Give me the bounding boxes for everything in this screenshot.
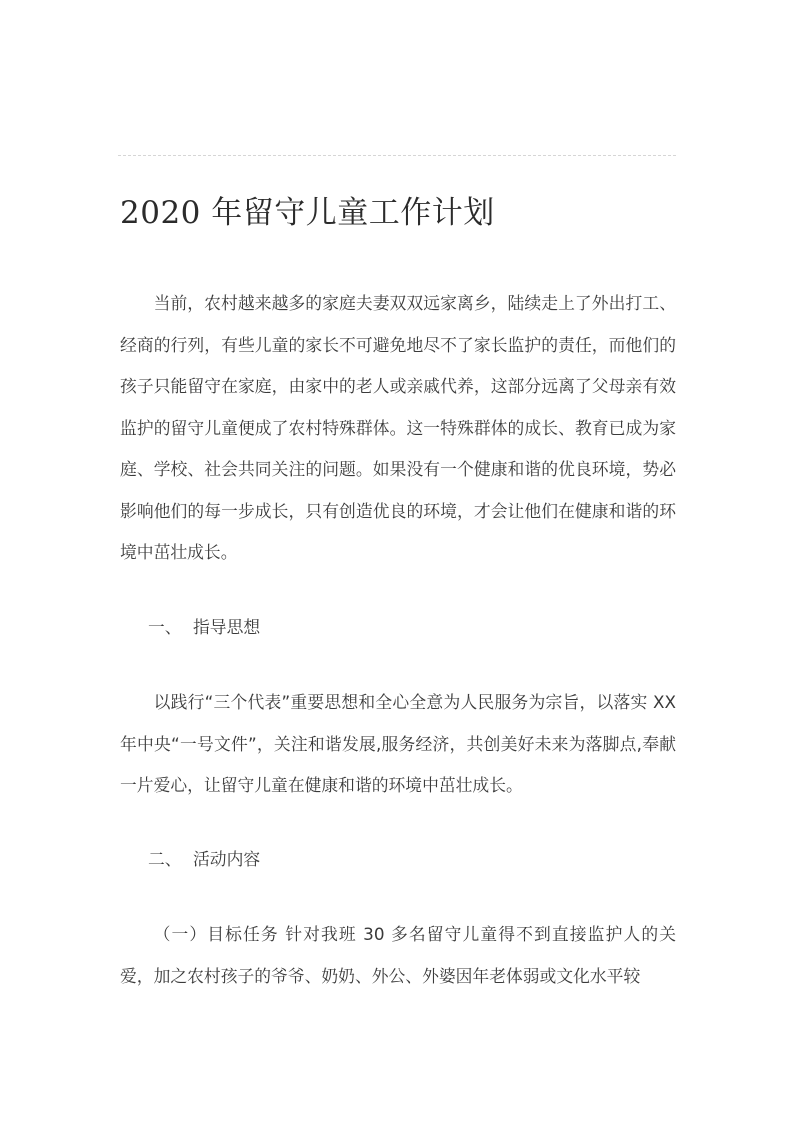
guiding-ideology-paragraph: 以践行“三个代表”重要思想和全心全意为人民服务为宗旨，以落实 XX 年中央“一号文件”，关注和谐发展,服务经济，共创美好未来为落脚点,奉献一片爱心，让留守儿童在健康和谐的环境中茁壮成长。 [120,692,676,795]
section-heading-text: 活动内容 [193,849,261,869]
section-heading-text: 指导思想 [193,617,261,637]
activity-content-paragraph: （一）目标任务 针对我班 30 多名留守儿童得不到直接监护人的关爱，加之农村孩子的爷爷、奶奶、外公、外婆因年老体弱或文化水平较 [120,924,676,986]
top-divider [118,155,676,156]
section-number: 二、 [148,849,182,869]
section-heading-guiding-ideology [148,613,260,641]
document-title: 2020 年留守儿童工作计划 [120,195,495,231]
intro-paragraph: 当前，农村越来越多的家庭夫妻双双远家离乡，陆续走上了外出打工、经商的行列，有些儿童的家长不可避免地尽不了家长监护的责任，而他们的孩子只能留守在家庭，由家中的老人或亲戚代养，这部分远离了父母亲有效监护的留守儿童便成了农村特殊群体。这一特殊群体的成长、教育已成为家庭、学校、社会共同关注的问题。如果没有一个健康和谐的优良环境，势必影响他们的每一步成长，只有创造优良的环境，才会让他们在健康和谐的环境中茁壮成长。 [120,293,676,562]
section-heading-activity-content [148,845,260,873]
section-number: 一、 [148,617,182,637]
